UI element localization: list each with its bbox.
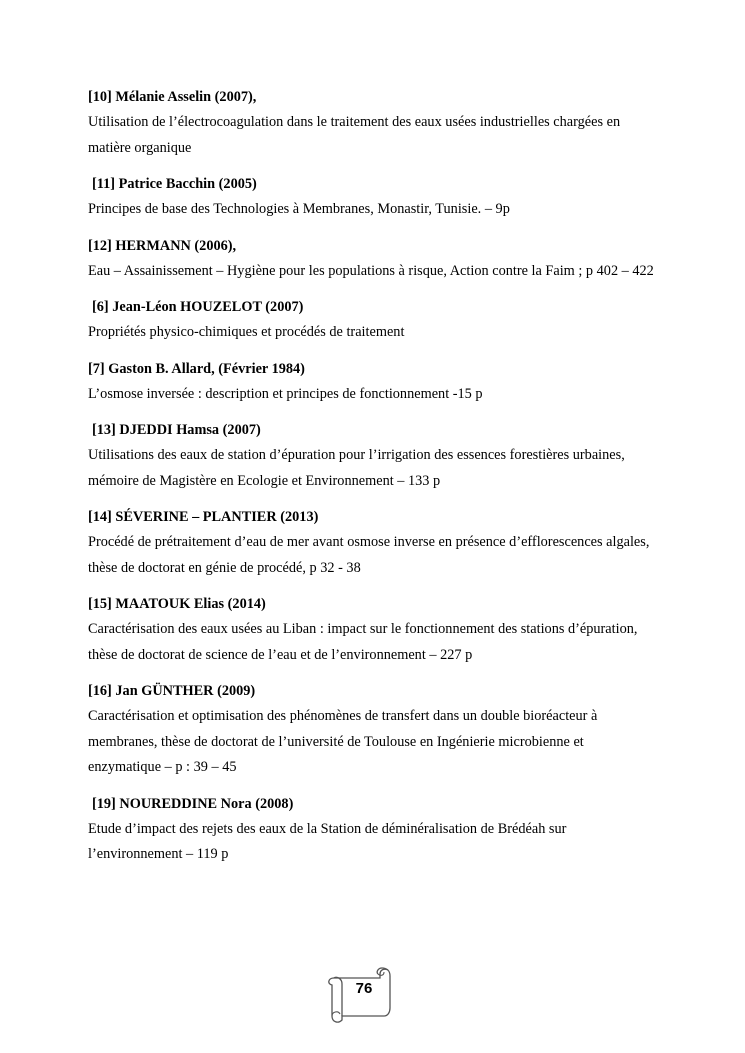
reference-description: Propriétés physico-chimiques et procédés de traitement: [88, 324, 405, 340]
reference-entry-13: [88, 419, 660, 494]
reference-entry-7: [88, 358, 660, 408]
reference-entry-11: [88, 173, 660, 223]
reference-title: [15] MAATOUK Elias (2014): [88, 596, 266, 612]
reference-title: [14] SÉVERINE – PLANTIER (2013): [88, 509, 319, 525]
reference-description: Principes de base des Technologies à Membranes, Monastir, Tunisie. – 9p: [88, 201, 510, 217]
reference-title: [12] HERMANN (2006),: [88, 237, 237, 254]
reference-description: Caractérisation et optimisation des phénomènes de transfert dans un double bioréacteur à membranes, thèse de doctorat de l’université de Toulouse en Ingénierie microbienne et enzymatique – p : 39 – 45: [88, 708, 598, 775]
reference-description: Caractérisation des eaux usées au Liban : impact sur le fonctionnement des stations d’épuration, thèse de doctorat de science de l’eau et de l’environnement – 227 p: [88, 621, 638, 663]
reference-entry-10: [88, 86, 660, 161]
reference-entry-15: [88, 593, 660, 668]
reference-title: [6] Jean-Léon HOUZELOT (2007): [92, 299, 304, 315]
reference-title: [16] Jan GÜNTHER (2009): [88, 683, 256, 699]
reference-title: [11] Patrice Bacchin (2005): [92, 176, 257, 192]
reference-entry-16: [88, 680, 660, 781]
reference-description: Etude d’impact des rejets des eaux de la Station de déminéralisation de Brédéah sur l’environnement – 119 p: [88, 820, 567, 862]
reference-description: Procédé de prétraitement d’eau de mer avant osmose inverse en présence d’efflorescences algales, thèse de doctorat en génie de procédé, p 32 - 38: [88, 534, 650, 576]
reference-title: [7] Gaston B. Allard, (Février 1984): [88, 360, 305, 377]
reference-description: Utilisation de l’électrocoagulation dans le traitement des eaux usées industrielles chargées en matière organique: [88, 114, 621, 156]
page-number: 76: [355, 980, 373, 997]
reference-description: L’osmose inversée : description et principes de fonctionnement -15 p: [88, 385, 483, 402]
reference-list: [88, 86, 660, 880]
reference-title: [13] DJEDDI Hamsa (2007): [92, 422, 261, 438]
reference-description: Eau – Assainissement – Hygiène pour les populations à risque, Action contre la Faim ; p 402 – 422: [88, 262, 654, 279]
reference-entry-12: [88, 235, 660, 285]
reference-title: [19] NOUREDDINE Nora (2008): [92, 795, 294, 812]
reference-entry-6: [88, 296, 660, 346]
page-number-badge: [322, 960, 396, 1026]
reference-entry-19: [88, 793, 660, 868]
reference-description: Utilisations des eaux de station d’épuration pour l’irrigation des essences forestières urbaines, mémoire de Magistère en Ecologie et Environnement – 133 p: [88, 447, 625, 489]
reference-entry-14: [88, 506, 660, 581]
reference-title: [10] Mélanie Asselin (2007),: [88, 89, 257, 105]
